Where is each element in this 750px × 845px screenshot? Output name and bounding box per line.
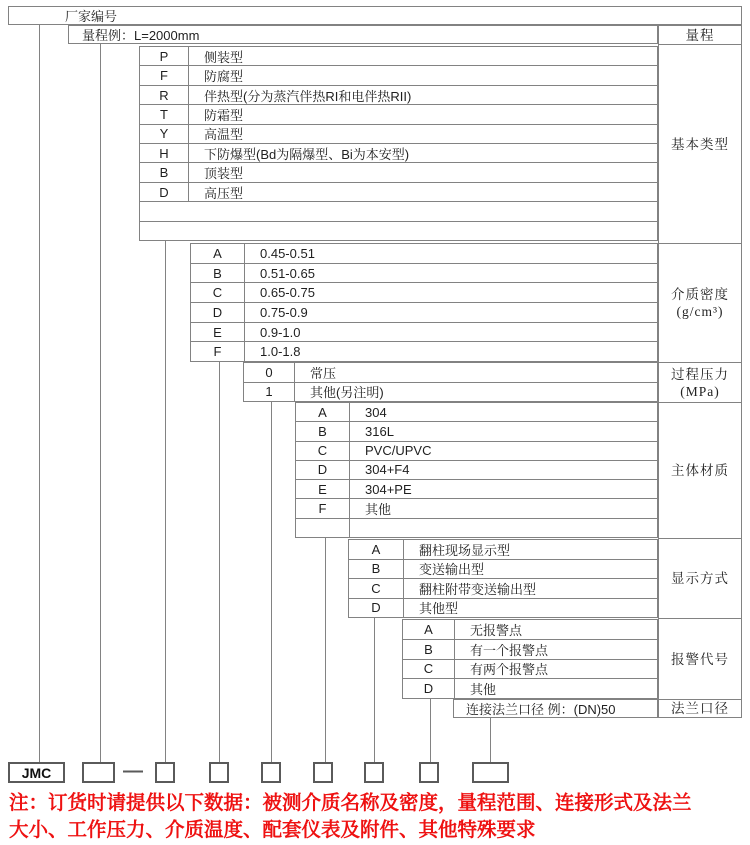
- model-code-slot-display: [364, 762, 384, 783]
- process-pressure-table: [243, 362, 658, 402]
- alarm-code-row: [403, 639, 657, 659]
- category-label: 介质密度 (g/cm³): [659, 243, 741, 362]
- alarm-code-row: [403, 678, 657, 698]
- connector-line-factory: [39, 25, 40, 762]
- alarm-code-code: A: [403, 620, 455, 639]
- process-pressure-code: 1: [244, 383, 295, 402]
- media-density-row: [191, 282, 657, 302]
- alarm-code-value: 有两个报警点: [470, 662, 549, 678]
- basic-type-value: 下防爆型(Bd为隔爆型、Bi为本安型): [204, 146, 410, 162]
- process-pressure-row: [244, 363, 657, 382]
- basic-type-value: 高压型: [204, 185, 244, 201]
- basic-type-value: 高温型: [204, 127, 244, 143]
- media-density-row: [191, 263, 657, 283]
- basic-type-value: 伴热型(分为蒸汽伴热RI和电伴热RII): [204, 88, 412, 104]
- connector-line-alarm: [430, 698, 431, 762]
- model-code-slot-flange: [472, 762, 509, 783]
- display-mode-code: A: [349, 540, 404, 559]
- process-pressure-value: 常压: [310, 365, 337, 381]
- flange-size-row: [454, 700, 657, 717]
- model-code-slot-pressure: [261, 762, 281, 783]
- category-label: 量程: [685, 27, 715, 43]
- display-mode-value: 其他型: [419, 601, 459, 617]
- process-pressure-code: 0: [244, 363, 295, 382]
- order-note-line2: 大小、工作压力、介质温度、配套仪表及附件、其他特殊要求: [9, 819, 536, 841]
- basic-type-row: [140, 143, 657, 162]
- body-material-code: A: [296, 403, 350, 421]
- media-density-value: 0.65-0.75: [260, 285, 315, 301]
- body-material-row: [296, 460, 657, 479]
- model-prefix-label: JMC: [21, 764, 52, 781]
- factory-code-box: [8, 6, 742, 25]
- media-density-row: [191, 244, 657, 263]
- basic-type-row: [140, 47, 657, 65]
- body-material-code: B: [296, 422, 350, 440]
- category-label: 显示方式: [659, 538, 741, 618]
- media-density-value: 0.9-1.0: [260, 324, 301, 340]
- media-density-table: [190, 243, 658, 362]
- basic-type-code: D: [140, 183, 189, 201]
- basic-type-row: [140, 162, 657, 181]
- media-density-code: C: [191, 283, 245, 302]
- connector-line-basic-type: [165, 240, 166, 762]
- basic-type-value: 防霜型: [204, 107, 244, 123]
- media-density-code: B: [191, 264, 245, 283]
- media-density-code: F: [191, 342, 245, 361]
- body-material-code: E: [296, 480, 350, 498]
- basic-type-row: [140, 124, 657, 143]
- media-density-row: [191, 322, 657, 342]
- process-pressure-value: 其他(另注明): [310, 385, 384, 401]
- connector-line-display: [374, 617, 375, 762]
- media-density-value: 0.51-0.65: [260, 265, 315, 281]
- basic-type-code: B: [140, 163, 189, 181]
- body-material-row: [296, 518, 657, 537]
- basic-type-row: [140, 85, 657, 104]
- body-material-row: [296, 498, 657, 517]
- alarm-code-code: C: [403, 660, 455, 679]
- category-label: 基本类型: [659, 44, 741, 243]
- basic-type-row: [140, 104, 657, 123]
- media-density-code: A: [191, 244, 245, 263]
- media-density-value: 1.0-1.8: [260, 344, 301, 360]
- body-material-row: [296, 479, 657, 498]
- basic-type-code: R: [140, 86, 189, 104]
- display-mode-row: [349, 559, 657, 579]
- range-example-box: [68, 25, 658, 44]
- body-material-value: 304+F4: [365, 462, 410, 478]
- alarm-code-value: 其他: [470, 682, 497, 698]
- order-note-line1: 注：订货时请提供以下数据：被测介质名称及密度，量程范围、连接形式及法兰: [9, 792, 692, 814]
- category-label: 报警代号: [659, 618, 741, 699]
- model-code-separator: —: [123, 759, 143, 782]
- flange-size-value: 连接法兰口径 例：(DN)50: [466, 702, 616, 717]
- factory-code-label: 厂家编号: [65, 9, 118, 24]
- media-density-row: [191, 302, 657, 322]
- display-mode-row: [349, 540, 657, 559]
- alarm-code-code: D: [403, 679, 455, 698]
- range-example-label: 量程例：L=2000mm: [82, 28, 200, 43]
- connector-line-material: [325, 537, 326, 762]
- basic-type-value: [140, 222, 657, 240]
- body-material-row: [296, 441, 657, 460]
- media-density-code: E: [191, 323, 245, 342]
- model-prefix-box: [8, 762, 65, 783]
- model-code-slot-basic-type: [155, 762, 175, 783]
- body-material-value: [350, 519, 657, 537]
- body-material-code: [296, 519, 350, 537]
- basic-type-row: [140, 182, 657, 201]
- basic-type-row: [140, 221, 657, 240]
- basic-type-code: Y: [140, 125, 189, 143]
- connector-line-range: [100, 44, 101, 762]
- display-mode-code: B: [349, 560, 404, 579]
- basic-type-value: 侧装型: [204, 49, 244, 65]
- display-mode-value: 变送输出型: [419, 562, 485, 578]
- flange-size-row: [453, 699, 658, 718]
- alarm-code-value: 无报警点: [470, 622, 523, 638]
- process-pressure-row: [244, 382, 657, 402]
- model-code-slot-material: [313, 762, 333, 783]
- model-code-slot-density: [209, 762, 229, 783]
- alarm-code-value: 有一个报警点: [470, 642, 549, 658]
- body-material-code: F: [296, 499, 350, 517]
- category-label: 主体材质: [659, 402, 741, 538]
- basic-type-value: [140, 202, 657, 220]
- body-material-row: [296, 421, 657, 440]
- alarm-code-row: [403, 659, 657, 679]
- media-density-code: D: [191, 303, 245, 322]
- basic-type-value: 防腐型: [204, 69, 244, 85]
- body-material-value: 304: [365, 404, 387, 420]
- alarm-code-table: [402, 619, 658, 699]
- basic-type-row: [140, 201, 657, 220]
- display-mode-table: [348, 539, 658, 618]
- display-mode-row: [349, 578, 657, 598]
- body-material-code: D: [296, 461, 350, 479]
- category-label-column: [658, 25, 742, 718]
- basic-type-code: T: [140, 105, 189, 123]
- model-code-slot-alarm: [419, 762, 439, 783]
- display-mode-value: 翻柱现场显示型: [419, 542, 511, 558]
- basic-type-value: 顶装型: [204, 166, 244, 182]
- basic-type-code: F: [140, 66, 189, 84]
- body-material-row: [296, 403, 657, 421]
- connector-line-flange: [490, 717, 491, 762]
- display-mode-row: [349, 598, 657, 618]
- media-density-value: 0.75-0.9: [260, 304, 308, 320]
- alarm-code-row: [403, 620, 657, 639]
- body-material-code: C: [296, 442, 350, 460]
- media-density-value: 0.45-0.51: [260, 245, 315, 261]
- basic-type-code: P: [140, 47, 189, 65]
- display-mode-code: C: [349, 579, 404, 598]
- order-note: [9, 790, 747, 844]
- display-mode-value: 翻柱附带变送输出型: [419, 581, 537, 597]
- body-material-value: PVC/UPVC: [365, 443, 432, 459]
- connector-line-density: [219, 361, 220, 762]
- category-label: 法兰口径: [659, 699, 741, 717]
- model-code-slot-range: [82, 762, 115, 783]
- body-material-table: [295, 402, 658, 538]
- connector-line-pressure: [271, 401, 272, 762]
- body-material-value: 其他: [365, 502, 392, 518]
- alarm-code-code: B: [403, 640, 455, 659]
- body-material-value: 316L: [365, 423, 394, 439]
- display-mode-code: D: [349, 599, 404, 618]
- basic-type-table: [139, 46, 658, 241]
- basic-type-code: H: [140, 144, 189, 162]
- media-density-row: [191, 341, 657, 361]
- body-material-value: 304+PE: [365, 481, 412, 497]
- basic-type-row: [140, 65, 657, 84]
- category-label: 过程压力 (MPa): [659, 362, 741, 402]
